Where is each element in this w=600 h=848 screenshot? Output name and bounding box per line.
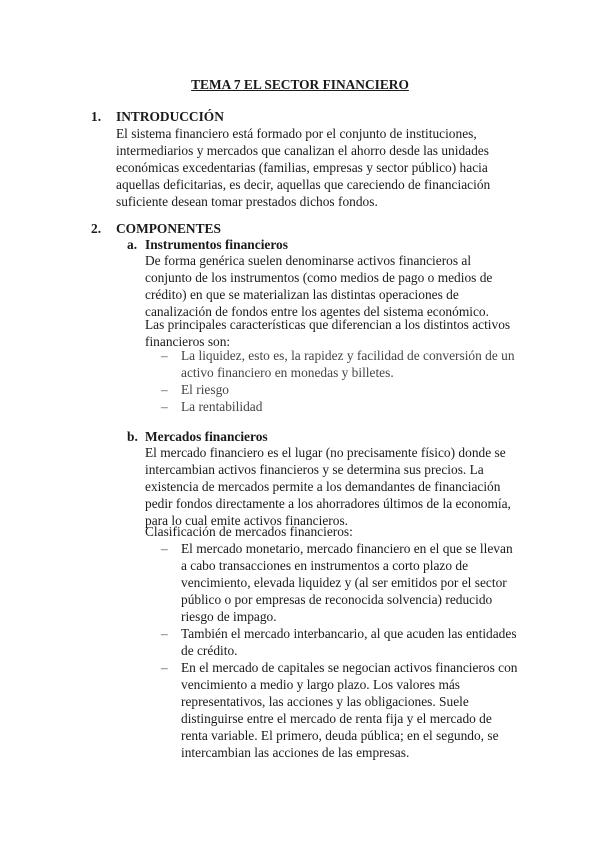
mercados-list <box>161 540 521 761</box>
section-title: COMPONENTES <box>116 221 221 236</box>
instrumentos-paragraph: De forma genérica suelen denominarse activos financieros al conjunto de los instrumentos (como medios de pago o medios de crédito) en que se materializan las distintas operaciones de canalización de fondos entre los agentes del sistema económico. <box>145 253 493 319</box>
subsection-title: Instrumentos financieros <box>145 237 288 252</box>
subsection-letter: b. <box>127 429 138 444</box>
section-title: INTRODUCCIÓN <box>116 109 224 124</box>
mercados-classification-intro: Clasificación de mercados financieros: <box>145 524 353 539</box>
list-item-text: En el mercado de capitales se negocian activos financieros con vencimiento a medio y largo plazo. Los valores más representativos, las acciones y las obligaciones. Suele distinguirse entre el mercado de renta fija y el mercado de renta variable. El primero, deuda pública; en el segundo, se intercambian las acciones de las empresas. <box>181 660 518 760</box>
section-heading-componentes <box>91 220 221 237</box>
section-number: 1. <box>91 109 102 124</box>
page-title: TEMA 7 EL SECTOR FINANCIERO <box>191 77 409 92</box>
instrumentos-characteristics-intro: Las principales características que diferencian a los distintos activos financieros son: <box>145 317 511 349</box>
list-item <box>161 347 521 381</box>
list-item <box>161 381 521 398</box>
list-item <box>161 540 521 625</box>
subsection-heading-instrumentos <box>127 236 288 253</box>
subsection-heading-mercados <box>127 428 268 445</box>
list-item <box>161 625 521 659</box>
section-number: 2. <box>91 221 102 236</box>
characteristics-list <box>161 347 521 415</box>
list-item-text: La rentabilidad <box>181 399 263 414</box>
list-item-text: La liquidez, esto es, la rapidez y facilidad de conversión de un activo financiero en monedas y billetes. <box>181 348 515 380</box>
subsection-title: Mercados financieros <box>145 429 268 444</box>
list-item-text: El mercado monetario, mercado financiero en el que se llevan a cabo transacciones en instrumentos a corto plazo de vencimiento, elevada liquidez y (al ser emitidos por el sector público o por empresas de reconocida solvencia) reducido riesgo de impago. <box>181 541 513 624</box>
dash-bullet: – <box>161 541 168 556</box>
dash-bullet: – <box>161 348 168 363</box>
dash-bullet: – <box>161 399 168 414</box>
section-heading-introduccion <box>91 108 224 125</box>
dash-bullet: – <box>161 660 168 675</box>
list-item <box>161 659 521 761</box>
mercados-paragraph: El mercado financiero es el lugar (no precisamente físico) donde se intercambian activos financieros y se determina sus precios. La existencia de mercados permite a los demandantes de financiación pedir fondos directamente a los ahorradores últimos de la economía, para lo cual emite activos financieros. <box>145 445 511 528</box>
subsection-letter: a. <box>127 237 138 252</box>
dash-bullet: – <box>161 382 168 397</box>
introduccion-paragraph: El sistema financiero está formado por el conjunto de instituciones, intermediarios y mercados que canalizan el ahorro desde las unidades económicas excedentarias (familias, empresas y sector público) hacia aquellas deficitarias, es decir, aquellas que careciendo de financiación suficiente desean tomar prestados dichos fondos. <box>116 126 491 209</box>
list-item-text: También el mercado interbancario, al que acuden las entidades de crédito. <box>181 626 517 658</box>
dash-bullet: – <box>161 626 168 641</box>
list-item-text: El riesgo <box>181 382 229 397</box>
list-item <box>161 398 521 415</box>
